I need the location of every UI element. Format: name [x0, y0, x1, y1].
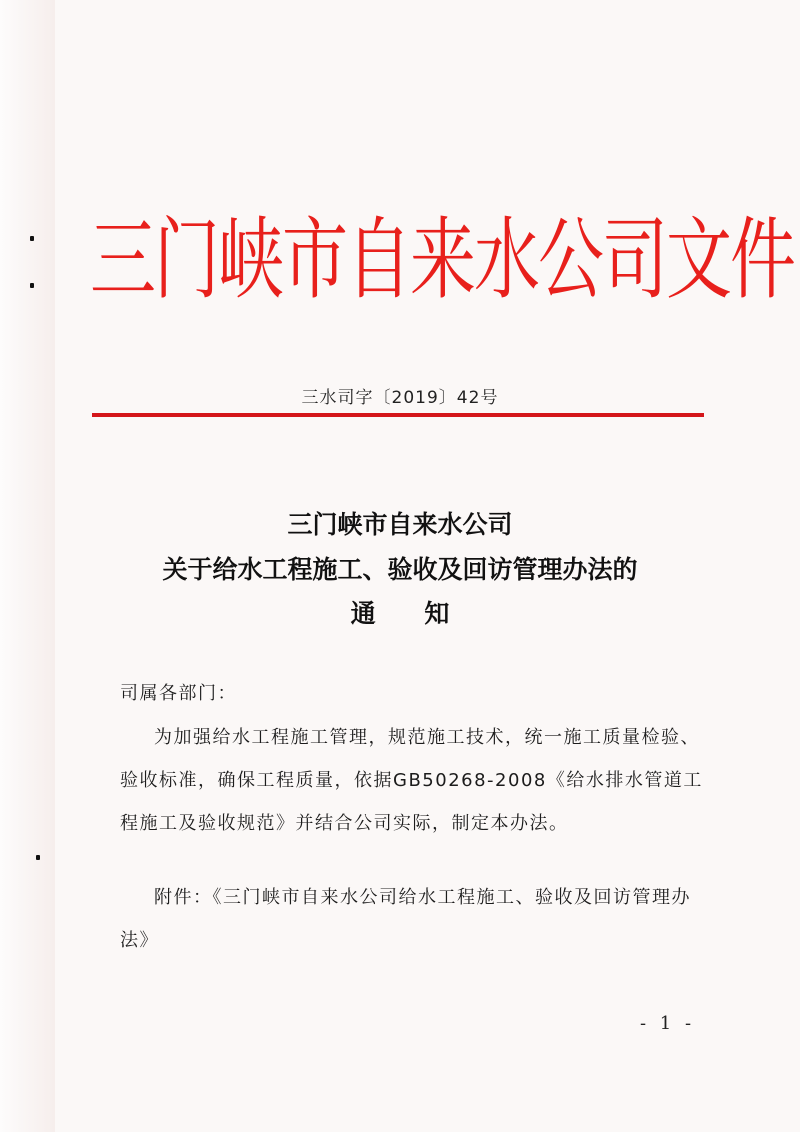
document-number: 三水司字〔2019〕42号 — [301, 388, 499, 408]
body-paragraph — [120, 716, 710, 845]
page-number: - 1 - — [640, 1013, 696, 1034]
binding-hole-mark — [30, 236, 34, 241]
title-line-2: 关于给水工程施工、验收及回访管理办法的 — [162, 555, 638, 584]
masthead-title: 三门峡市自来水公司文件 — [90, 208, 794, 313]
red-separator-rule — [92, 413, 704, 417]
attachment-note — [120, 876, 710, 962]
body-paragraph-text: 为加强给水工程施工管理，规范施工技术，统一施工质量检验、验收标准，确保工程质量，依据GB50268-2008《给水排水管道工程施工及验收规范》并结合公司实际，制定本办法。 — [120, 727, 703, 834]
binding-hole-mark — [30, 283, 34, 288]
binding-hole-mark — [36, 855, 40, 860]
title-line-1: 三门峡市自来水公司 — [287, 510, 513, 539]
attachment-text: 附件：《三门峡市自来水公司给水工程施工、验收及回访管理办法》 — [120, 887, 691, 951]
salutation: 司属各部门： — [120, 683, 237, 704]
title-line-3: 通 知 — [350, 599, 450, 628]
